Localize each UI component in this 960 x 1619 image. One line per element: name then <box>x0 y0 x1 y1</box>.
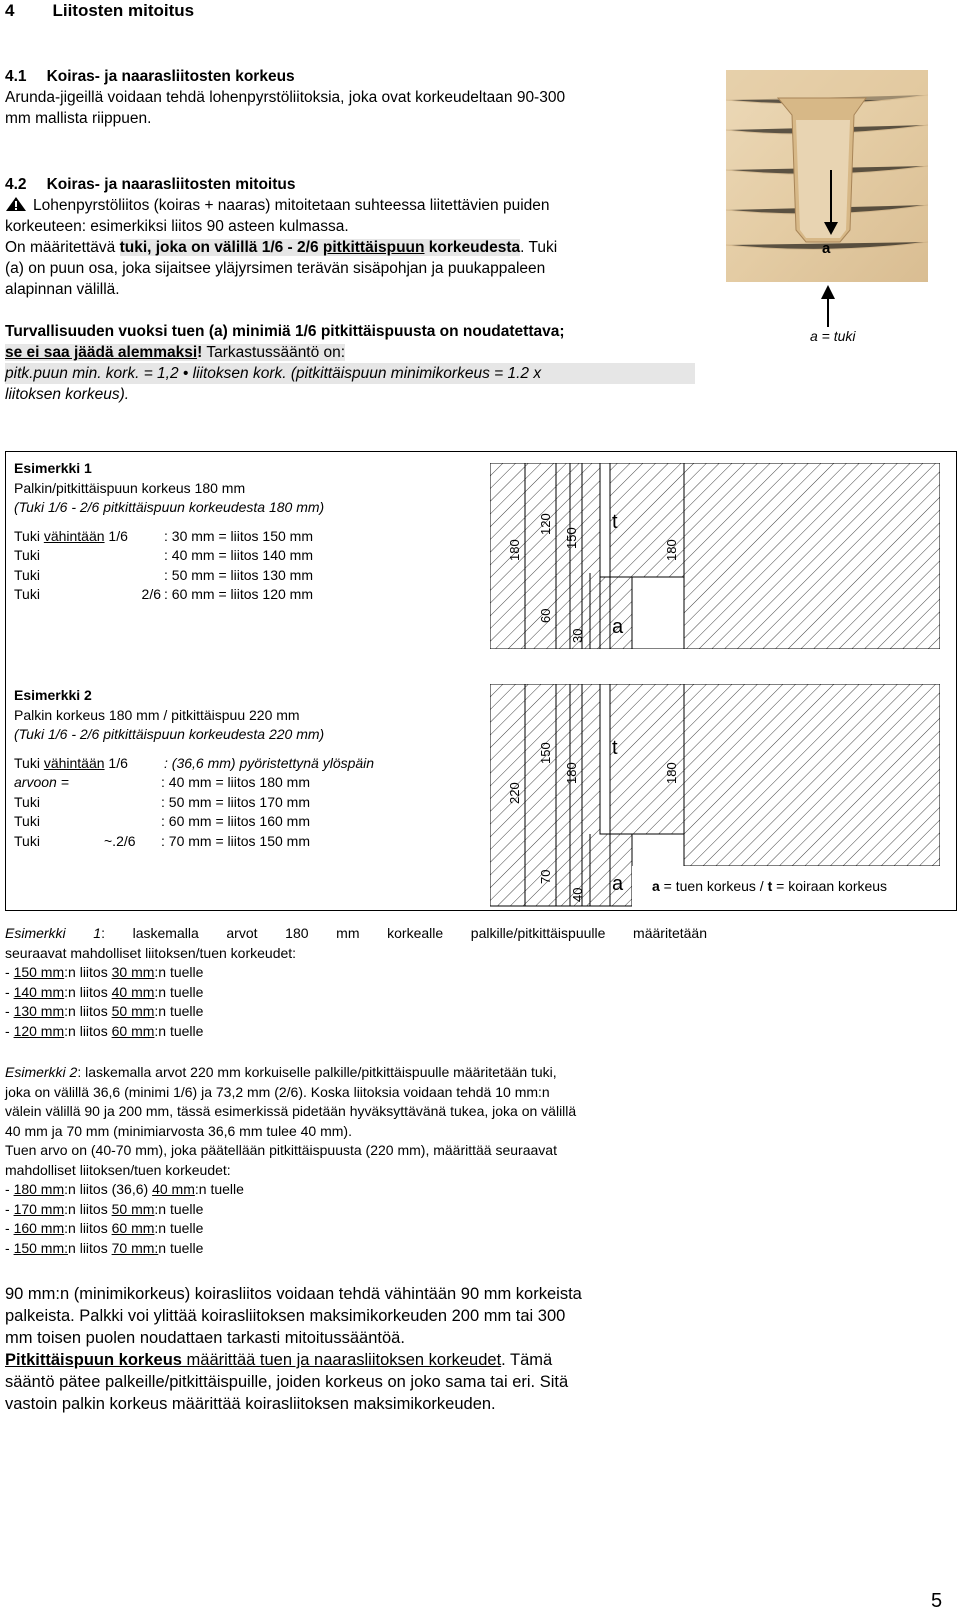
final-line-1: 90 mm:n (minimikorkeus) koirasliitos voidaan tehdä vähintään 90 mm korkeista <box>5 1285 582 1303</box>
example-1-row <box>14 566 474 586</box>
calc2-item-3-a: 160 mm <box>13 1220 65 1236</box>
calc1-item-part: 60 mm <box>111 1022 155 1039</box>
calc2-line-2: joka on välillä 36,6 (minimi 1/6) ja 73,2 mm (2/6). Koska liitoksia voidaan tehdä 10 mm:n <box>5 1083 550 1100</box>
ex2-dim-220: 220 <box>507 782 522 804</box>
ex1-dim-30: 30 <box>570 628 585 643</box>
example-2-title: Esimerkki 2 <box>14 687 92 703</box>
section-4-2-line-3c: pitkittäispuun <box>322 239 425 256</box>
example-1 <box>14 459 474 605</box>
calc2-item-1-mid: :n liitos (36,6) <box>64 1181 153 1197</box>
final-line-3: mm toisen puolen noudattaen tarkasti mitoitussääntöä. <box>5 1329 405 1347</box>
section-4-2-title: Koiras- ja naarasliitosten mitoitus <box>46 176 296 193</box>
ex1-dim-150: 150 <box>564 527 579 549</box>
chapter-title: Liitosten mitoitus <box>52 1 195 20</box>
calc1-item-part: - <box>5 964 14 980</box>
final-line-2: palkeista. Palkki voi ylittää koirasliitoksen maksimikorkeuden 200 mm tai 300 <box>5 1307 566 1325</box>
ex2-row-2-label: arvoon = <box>14 774 69 790</box>
example-1-row-label <box>14 527 164 547</box>
ex2-dim-70: 70 <box>538 869 553 884</box>
warning-line-2a: se ei saa jäädä alemmaksi <box>5 344 198 361</box>
calc1-lead-italic: Esimerkki 1 <box>5 925 102 941</box>
final-line-4c: . Tämä <box>501 1351 553 1369</box>
ex2-row-2-value: : 40 mm = liitos 180 mm <box>161 774 310 790</box>
calc2-line-5: Tuen arvo on (40-70 mm), joka päätellään pitkittäispuusta (220 mm), määrittää seuraavat <box>5 1142 557 1158</box>
ex2-row-3-label: Tuki <box>14 793 40 810</box>
calc2-item-3-mid: :n liitos <box>64 1220 112 1236</box>
row-label: Tuki <box>14 547 40 563</box>
example-1-row <box>14 585 474 605</box>
dash: - <box>5 1239 14 1256</box>
legend-mid: = tuen korkeus / <box>659 878 768 894</box>
list-item <box>5 983 707 1003</box>
calc1-item-part: 140 mm <box>13 983 65 1000</box>
example-1-subtitle: Palkin/pitkittäispuun korkeus 180 mm <box>14 479 246 496</box>
legend-a: a <box>652 878 660 894</box>
section-4-2-line-3b: tuki, joka on välillä 1/6 - 2/6 <box>119 239 323 256</box>
ex2-label-a: a <box>612 873 624 895</box>
example-1-row-label <box>14 585 164 605</box>
calc2-line-6: mahdolliset liitoksen/tuen korkeudet: <box>5 1161 231 1178</box>
list-item <box>5 963 707 983</box>
final-line-4b: määrittää tuen ja naarasliitoksen korkeudet <box>181 1351 502 1369</box>
calc1-item-part: 30 mm <box>111 964 155 980</box>
ex2-row-4-label: Tuki <box>14 813 40 829</box>
row-label: Tuki <box>14 586 40 602</box>
example-1-title: Esimerkki 1 <box>14 460 92 476</box>
ex1-dim-60: 60 <box>538 608 553 623</box>
rule-line-1: pitk.puun min. kork. = 1,2 • liitoksen kork. (pitkittäispuun minimikorkeus = 1.2 x <box>5 363 695 384</box>
ex2-label-t: t <box>612 737 618 759</box>
calc1-item-part: 130 mm <box>13 1003 65 1019</box>
calc2-line-3: välein välillä 90 ja 200 mm, tässä esimerkissä pidetään hyväksyttävänä tukea, joka on välillä <box>5 1103 577 1119</box>
example-1-row <box>14 546 474 566</box>
row-value: : 30 mm = liitos 150 mm <box>164 527 313 544</box>
calc1-item-part: :n tuelle <box>154 964 204 980</box>
ex2-row-5-value: : 70 mm = liitos 150 mm <box>161 832 310 849</box>
calc1-item-part: :n tuelle <box>154 1022 204 1039</box>
calc2-line-1: : laskemalla arvot 220 mm korkuiselle palkille/pitkittäispuulle määritetään tuki, <box>77 1064 557 1080</box>
calc2-item-3-b: 60 mm <box>111 1220 155 1236</box>
row-value: : 40 mm = liitos 140 mm <box>164 547 313 563</box>
calc1-item-part: 120 mm <box>13 1022 65 1039</box>
row-label: Tuki <box>14 527 44 544</box>
calc2-line-4: 40 mm ja 70 mm (minimiarvosta 36,6 mm tulee 40 mm). <box>5 1122 352 1139</box>
photo-caption: a = tuki <box>810 328 856 344</box>
ex2-row-3-value: : 50 mm = liitos 170 mm <box>161 793 310 810</box>
dash: - <box>5 1181 14 1197</box>
calc1-item-part: :n liitos <box>64 983 112 1000</box>
list-item <box>5 1002 707 1022</box>
chapter-heading <box>5 0 194 22</box>
photo-label-a: a <box>822 240 831 257</box>
list-item <box>5 1200 707 1220</box>
rule-line-2: liitoksen korkeus). <box>5 386 130 403</box>
ex2-row-4-value: : 60 mm = liitos 160 mm <box>161 813 310 829</box>
chapter-number: 4 <box>5 1 15 20</box>
calc2-item-4-b: 70 mm: <box>111 1239 159 1256</box>
calc-example-2 <box>5 1063 707 1258</box>
calc2-item-3-end: :n tuelle <box>154 1220 204 1236</box>
calc2-item-1-b: 40 mm <box>152 1181 195 1197</box>
calc2-lead-italic: Esimerkki 2 <box>5 1064 78 1080</box>
example-2-subtitle: Palkin korkeus 180 mm / pitkittäispuu 220 mm <box>14 706 300 723</box>
row-value: : 50 mm = liitos 130 mm <box>164 566 313 583</box>
example-1-subtitle-2: (Tuki 1/6 - 2/6 pitkittäispuun korkeudesta 180 mm) <box>14 499 325 515</box>
calc1-item-part: - <box>5 1003 14 1019</box>
section-4-1-text-2: mm mallista riippuen. <box>5 110 152 127</box>
calc1-item-part: :n liitos <box>64 1003 112 1019</box>
row-label: Tuki <box>14 566 40 583</box>
ex2-row-5-fraction: ~.2/6 <box>104 832 136 849</box>
warning-line-2b: ! <box>197 344 203 361</box>
ex1-label-a: a <box>612 616 624 638</box>
example-1-row-label <box>14 566 164 586</box>
calc1-item-part: - <box>5 983 14 1000</box>
ex1-dim-180-left: 180 <box>507 539 522 561</box>
example-2 <box>14 686 474 851</box>
section-4-2-line-3d: korkeudesta <box>424 239 521 256</box>
section-4-2-line-3a: On määritettävä <box>5 239 120 256</box>
calc1-item-part: 50 mm <box>111 1003 155 1019</box>
section-4-2-line-1: Lohenpyrstöliitos (koiras + naaras) mitoitetaan suhteessa liitettävien puiden <box>33 197 550 214</box>
ex2-dim-180-right: 180 <box>664 762 679 784</box>
calc1-item-part: :n tuelle <box>154 983 204 1000</box>
calc2-item-1-end: :n tuelle <box>194 1181 244 1197</box>
list-item <box>5 1022 707 1042</box>
section-4-1 <box>5 66 695 129</box>
warning-line-2c: Tarkastussääntö on: <box>202 344 346 361</box>
section-4-2-line-2: korkeuteen: esimerkiksi liitos 90 asteen kulmassa. <box>5 218 349 235</box>
warning-icon <box>5 196 27 212</box>
example-1-diagram <box>490 463 940 649</box>
row-fraction: 1/6 <box>104 527 128 544</box>
ex2-row-1-fraction: 1/6 <box>104 754 128 771</box>
list-item <box>5 1239 707 1259</box>
final-line-4a: Pitkittäispuun korkeus <box>5 1351 182 1369</box>
ex2-row-5-label: Tuki <box>14 832 40 849</box>
calc1-item-part: :n liitos <box>64 964 112 980</box>
example-2-subtitle-2: (Tuki 1/6 - 2/6 pitkittäispuun korkeudesta 220 mm) <box>14 726 325 742</box>
section-4-1-title: Koiras- ja naarasliitosten korkeus <box>46 68 295 85</box>
example-2-legend <box>652 877 887 897</box>
calc1-lead-2: seuraavat mahdolliset liitoksen/tuen korkeudet: <box>5 944 297 961</box>
ex2-row-1-min: vähintään <box>43 754 105 771</box>
calc2-item-2-mid: :n liitos <box>64 1200 112 1217</box>
section-4-2-line-5: alapinnan välillä. <box>5 281 120 298</box>
calc2-item-2-b: 50 mm <box>111 1200 155 1217</box>
warning-line-1: Turvallisuuden vuoksi tuen (a) minimiä 1/6 pitkittäispuusta on noudatettava; <box>5 323 565 340</box>
final-line-6: vastoin palkin korkeus määrittää koirasliitoksen maksimikorkeuden. <box>5 1395 496 1413</box>
example-2-diagram <box>490 684 940 908</box>
calc2-item-2-a: 170 mm <box>13 1200 65 1217</box>
ex1-dim-120: 120 <box>538 513 553 535</box>
row-fraction: 2/6 <box>141 586 161 602</box>
ex2-dim-180-mid: 180 <box>564 762 579 784</box>
section-4-2-line-4: (a) on puun osa, joka sijaitsee yläjyrsimen terävän sisäpohjan ja puukappaleen <box>5 260 546 277</box>
calc1-item-part: :n tuelle <box>154 1003 204 1019</box>
calc1-item-part: - <box>5 1022 14 1039</box>
ex2-row-1-label: Tuki <box>14 754 44 771</box>
row-min: vähintään <box>43 527 105 544</box>
calc1-item-part: :n liitos <box>64 1022 112 1039</box>
calc2-item-4-a: 150 mm: <box>13 1239 69 1256</box>
final-line-5: sääntö pätee palkeille/pitkittäispuille, joiden korkeus on joko sama tai eri. Sitä <box>5 1373 569 1391</box>
final-paragraph <box>5 1283 707 1415</box>
calc1-item-part: 40 mm <box>111 983 155 1000</box>
page-number: 5 <box>931 1590 943 1612</box>
section-4-1-text-1: Arunda-jigeillä voidaan tehdä lohenpyrstöliitoksia, joka ovat korkeudeltaan 90-300 <box>5 89 566 106</box>
ex1-label-t: t <box>612 511 618 533</box>
row-value: : 60 mm = liitos 120 mm <box>164 586 313 602</box>
example-1-row <box>14 527 474 547</box>
section-4-2-line-3e: . Tuki <box>520 239 558 256</box>
ex2-dim-40: 40 <box>570 887 585 902</box>
calc2-item-4-end: n tuelle <box>158 1239 204 1256</box>
legend-t: t <box>767 878 773 894</box>
section-4-2 <box>5 174 695 405</box>
example-1-row-label <box>14 546 164 566</box>
ex2-row-1-value: : (36,6 mm) pyöristettynä ylöspäin <box>164 754 375 771</box>
list-item <box>5 1180 707 1200</box>
legend-end: = koiraan korkeus <box>772 878 888 894</box>
calc1-item-part: 150 mm <box>13 964 65 980</box>
list-item <box>5 1219 707 1239</box>
dash: - <box>5 1220 14 1236</box>
ex1-dim-180-right: 180 <box>664 539 679 561</box>
up-arrow-icon <box>820 285 836 327</box>
ex2-dim-150: 150 <box>538 742 553 764</box>
calc1-lead: : laskemalla arvot 180 mm korkealle palkille/pitkittäispuulle määritetään <box>101 925 707 941</box>
dash: - <box>5 1200 14 1217</box>
calc2-item-4-mid: n liitos <box>68 1239 112 1256</box>
section-4-2-number: 4.2 <box>5 176 27 193</box>
calc2-item-2-end: :n tuelle <box>154 1200 204 1217</box>
calc-example-1 <box>5 924 707 1041</box>
calc2-item-1-a: 180 mm <box>13 1181 65 1197</box>
section-4-1-number: 4.1 <box>5 68 27 85</box>
